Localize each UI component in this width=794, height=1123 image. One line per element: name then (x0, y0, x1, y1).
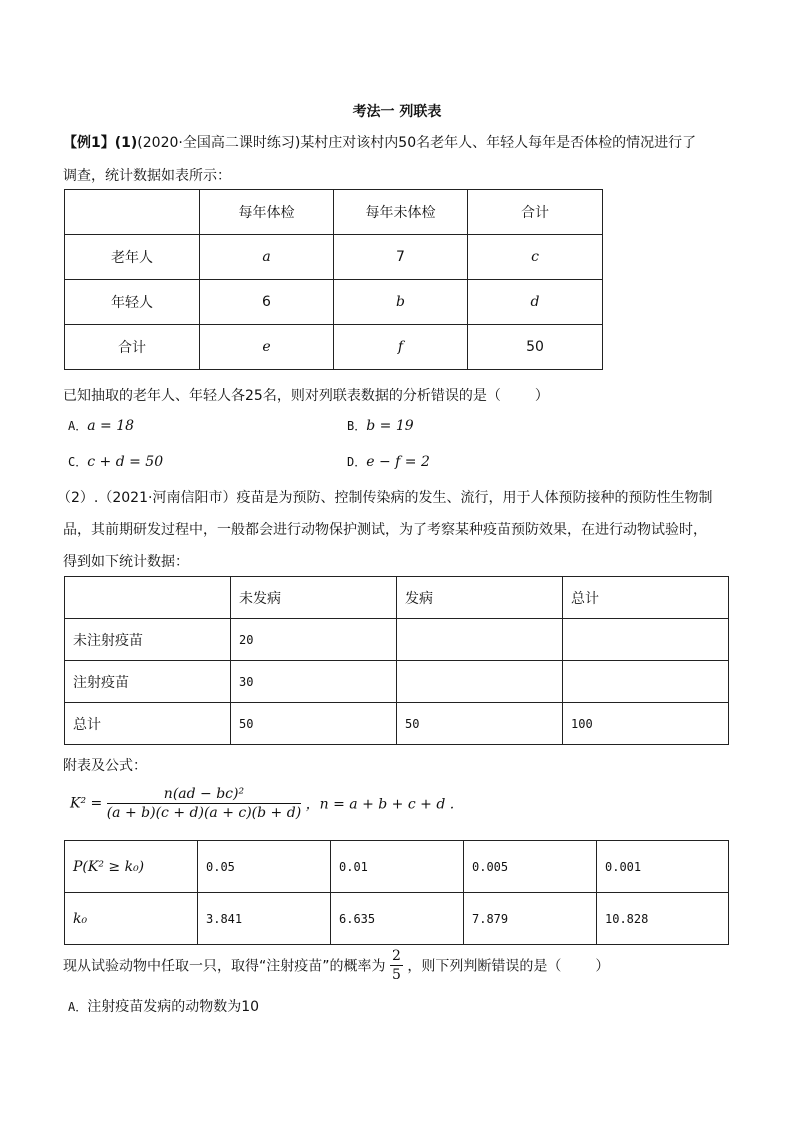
survey-table (64, 189, 603, 370)
table-cell: 7 (334, 235, 468, 280)
table-cell: 10.828 (597, 893, 729, 945)
table-header-row (65, 190, 603, 235)
question-2 (63, 948, 609, 983)
option-c (68, 453, 163, 470)
option-label: C． (68, 455, 88, 469)
table-cell: 0.05 (198, 841, 331, 893)
option-d (347, 453, 430, 470)
table-cell: 30 (231, 661, 397, 703)
formula-fraction (107, 786, 301, 821)
probability-denominator: 5 (391, 967, 401, 983)
table-row (65, 893, 729, 945)
table-row (65, 841, 729, 893)
table-cell: 50 (468, 325, 603, 370)
table-cell: 7.879 (464, 893, 597, 945)
table-row (65, 703, 729, 745)
option-expr: e − f = 2 (366, 454, 430, 470)
option-label: A． (68, 1000, 88, 1014)
option-expr: c + d = 50 (87, 454, 164, 470)
critical-value-table (64, 840, 729, 945)
table-header-cell: 每年体检 (200, 190, 334, 235)
question-text: 现从试验动物中任取一只，取得“注射疫苗”的概率为 (63, 958, 386, 975)
option-a (68, 417, 134, 434)
option-expr: b = 19 (366, 418, 414, 434)
table-header-cell: 合计 (468, 190, 603, 235)
table-cell: d (468, 280, 603, 325)
part2-line-3: 得到如下统计数据： (63, 554, 189, 570)
table-cell: 6 (200, 280, 334, 325)
table-cell: 注射疫苗 (65, 661, 231, 703)
table-header-cell: 未发病 (231, 577, 397, 619)
table-cell: P(K² ≥ k₀) (65, 841, 198, 893)
part-label: （2）. (57, 490, 99, 506)
part-label: (1) (114, 135, 138, 151)
example-tag: 【例1】 (63, 135, 115, 151)
option-b (347, 417, 414, 434)
part2-line-1 (57, 487, 712, 507)
appendix-label: 附表及公式： (63, 758, 147, 774)
table-cell: 50 (397, 703, 563, 745)
table-header-cell: 发病 (397, 577, 563, 619)
probability-fraction (390, 948, 403, 983)
example-intro-line (63, 132, 696, 152)
table-cell (397, 661, 563, 703)
source-note: (2020·全国高二课时练习) (137, 135, 301, 151)
table-header-row (65, 577, 729, 619)
question-text: 已知抽取的老年人、年轻人各25名，则对列联表数据的分析错误的是（ (63, 388, 501, 404)
table-cell: a (200, 235, 334, 280)
table-cell: 未注射疫苗 (65, 619, 231, 661)
formula-tail: ，n = a + b + c + d . (305, 796, 455, 813)
table-cell: 0.01 (331, 841, 464, 893)
table-header-cell: 每年未体检 (334, 190, 468, 235)
table-cell (563, 661, 729, 703)
table-cell: 合计 (65, 325, 200, 370)
question-text-end: ，则下列判断错误的是（ (407, 958, 562, 975)
table-cell: e (200, 325, 334, 370)
table-cell: 年轻人 (65, 280, 200, 325)
question-1 (63, 385, 549, 405)
table-row (65, 661, 729, 703)
chi-square-formula (70, 786, 454, 821)
table-cell: 50 (231, 703, 397, 745)
table-cell: 3.841 (198, 893, 331, 945)
option-text: 注射疫苗发病的动物数为10 (87, 999, 260, 1015)
option-expr: a = 18 (87, 418, 135, 434)
option-label: A． (68, 419, 88, 433)
option-label: B． (347, 419, 367, 433)
part2-line-2: 品，其前期研发过程中，一般都会进行动物保护测试，为了考察某种疫苗预防效果，在进行动物试验时， (63, 522, 707, 538)
table-cell: b (334, 280, 468, 325)
table-cell: 0.001 (597, 841, 729, 893)
table-header-cell: 总计 (563, 577, 729, 619)
intro-text-continued: 调查，统计数据如表所示： (63, 168, 231, 184)
table-cell (397, 619, 563, 661)
table-cell: 老年人 (65, 235, 200, 280)
table-row (65, 280, 603, 325)
table-row (65, 235, 603, 280)
table-cell: k₀ (65, 893, 198, 945)
table-cell: 0.005 (464, 841, 597, 893)
table-cell (563, 619, 729, 661)
option-a-part2 (68, 996, 259, 1016)
probability-numerator: 2 (391, 948, 401, 964)
table-cell: c (468, 235, 603, 280)
intro-text: 某村庄对该村内50名老年人、年轻人每年是否体检的情况进行了 (300, 135, 697, 151)
formula-numerator: n(ad − bc)² (107, 786, 301, 804)
table-row (65, 619, 729, 661)
formula-denominator: (a + b)(c + d)(a + c)(b + d) (106, 805, 302, 821)
source-note: （2021·河南信阳市） (98, 490, 237, 506)
table-cell: 20 (231, 619, 397, 661)
section-title: 考法一 列联表 (352, 104, 442, 120)
option-label: D． (347, 455, 367, 469)
table-cell: 总计 (65, 703, 231, 745)
vaccine-table (64, 576, 729, 745)
table-header-cell (65, 190, 200, 235)
table-cell: 6.635 (331, 893, 464, 945)
question-close: ） (595, 958, 610, 975)
formula-lhs: K² = (70, 795, 103, 812)
table-row (65, 325, 603, 370)
table-cell: 100 (563, 703, 729, 745)
question-close: ） (534, 388, 549, 404)
table-cell: f (334, 325, 468, 370)
part2-text: 疫苗是为预防、控制传染病的发生、流行，用于人体预防接种的预防性生物制 (236, 490, 713, 506)
table-header-cell (65, 577, 231, 619)
